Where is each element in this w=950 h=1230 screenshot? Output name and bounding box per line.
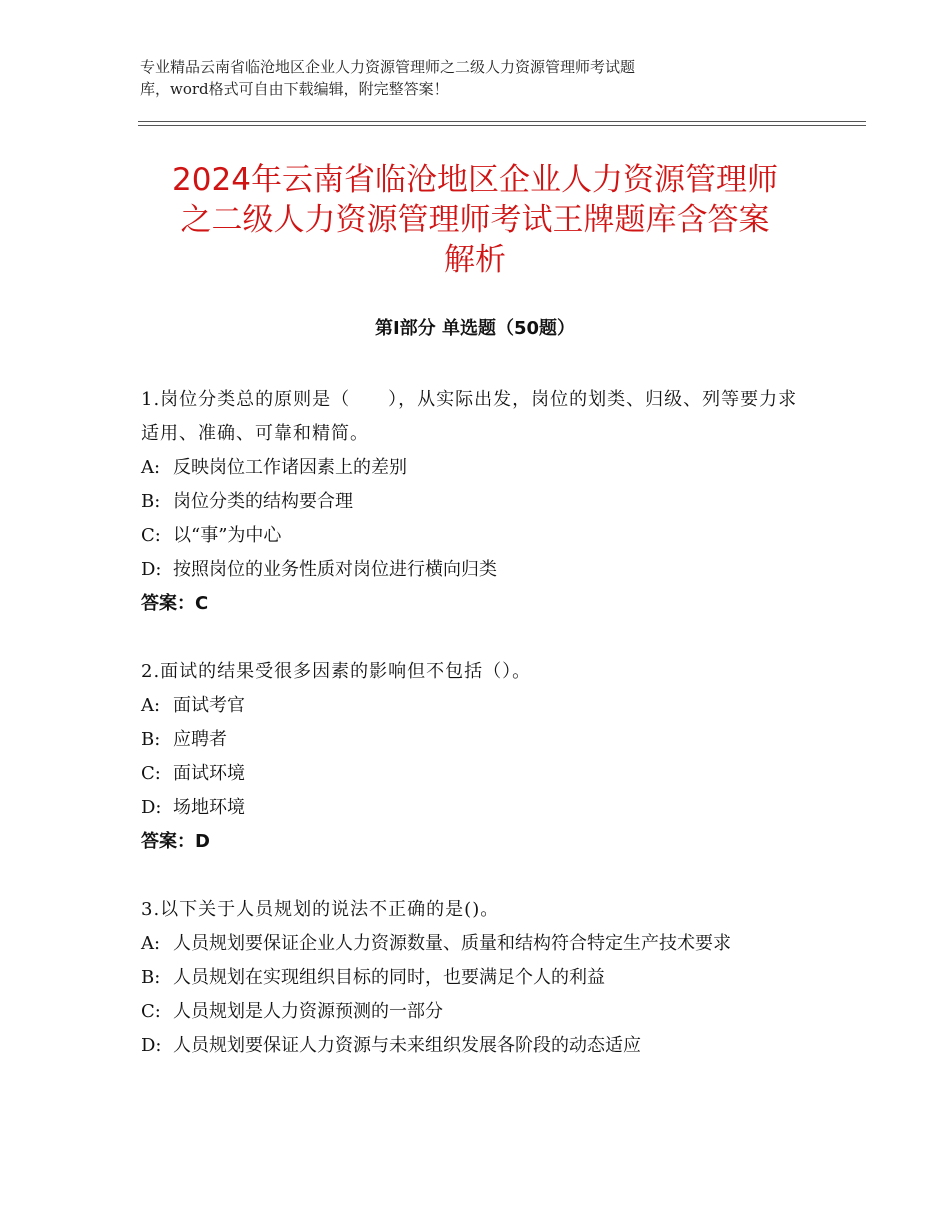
option-key: B: — [141, 729, 161, 750]
option-d — [141, 791, 811, 825]
title-line-3: 解析 — [444, 242, 506, 278]
option-d — [141, 1029, 811, 1063]
option-text: 按照岗位的业务性质对岗位进行横向归类 — [173, 559, 497, 580]
option-text: 面试考官 — [173, 695, 245, 716]
answer-line: 答案：D — [141, 831, 210, 852]
header-note-line-2: 库，word格式可自由下载编辑，附完整答案！ — [140, 80, 449, 98]
header-note — [140, 56, 780, 100]
title-line-1: 2024年云南省临沧地区企业人力资源管理师 — [172, 162, 778, 198]
header-note-line-1: 专业精品云南省临沧地区企业人力资源管理师之二级人力资源管理师考试题 — [140, 58, 636, 76]
option-a — [141, 927, 811, 961]
question-list — [141, 383, 811, 1097]
option-c — [141, 519, 811, 553]
option-text: 人员规划在实现组织目标的同时，也要满足个人的利益 — [173, 967, 605, 988]
title-line-2: 之二级人力资源管理师考试王牌题库含答案 — [180, 202, 770, 238]
option-text: 人员规划要保证企业人力资源数量、质量和结构符合特定生产技术要求 — [173, 933, 731, 954]
document-title — [120, 160, 830, 280]
option-text: 场地环境 — [173, 797, 245, 818]
question-stem: 1.岗位分类总的原则是（ ），从实际出发，岗位的划类、归级、列等要力求适用、准确、可靠和精简。 — [141, 389, 798, 444]
section-heading: 第Ⅰ部分 单选题（50题） — [374, 318, 575, 339]
option-text: 应聘者 — [173, 729, 227, 750]
option-key: C: — [141, 763, 161, 784]
question-3 — [141, 893, 811, 1063]
option-key: D: — [141, 797, 162, 818]
option-b — [141, 723, 811, 757]
option-c — [141, 995, 811, 1029]
option-text: 反映岗位工作诸因素上的差别 — [173, 457, 407, 478]
option-b — [141, 485, 811, 519]
option-key: D: — [141, 559, 162, 580]
option-key: C: — [141, 1001, 161, 1022]
question-1 — [141, 383, 811, 621]
option-b — [141, 961, 811, 995]
option-text: 面试环境 — [173, 763, 245, 784]
question-2 — [141, 655, 811, 859]
option-a — [141, 689, 811, 723]
option-key: A: — [141, 695, 161, 716]
option-a — [141, 451, 811, 485]
answer-line: 答案：C — [141, 593, 209, 614]
option-key: A: — [141, 457, 161, 478]
option-text: 岗位分类的结构要合理 — [173, 491, 353, 512]
option-key: C: — [141, 525, 161, 546]
option-c — [141, 757, 811, 791]
option-text: 人员规划要保证人力资源与未来组织发展各阶段的动态适应 — [173, 1035, 641, 1056]
option-d — [141, 553, 811, 587]
question-stem: 2.面试的结果受很多因素的影响但不包括（）。 — [141, 661, 532, 682]
option-text: 人员规划是人力资源预测的一部分 — [173, 1001, 443, 1022]
option-text: 以“事”为中心 — [173, 525, 282, 546]
header-divider — [138, 121, 866, 126]
option-key: D: — [141, 1035, 162, 1056]
question-stem: 3.以下关于人员规划的说法不正确的是()。 — [141, 899, 500, 920]
option-key: B: — [141, 491, 161, 512]
option-key: A: — [141, 933, 161, 954]
option-key: B: — [141, 967, 161, 988]
